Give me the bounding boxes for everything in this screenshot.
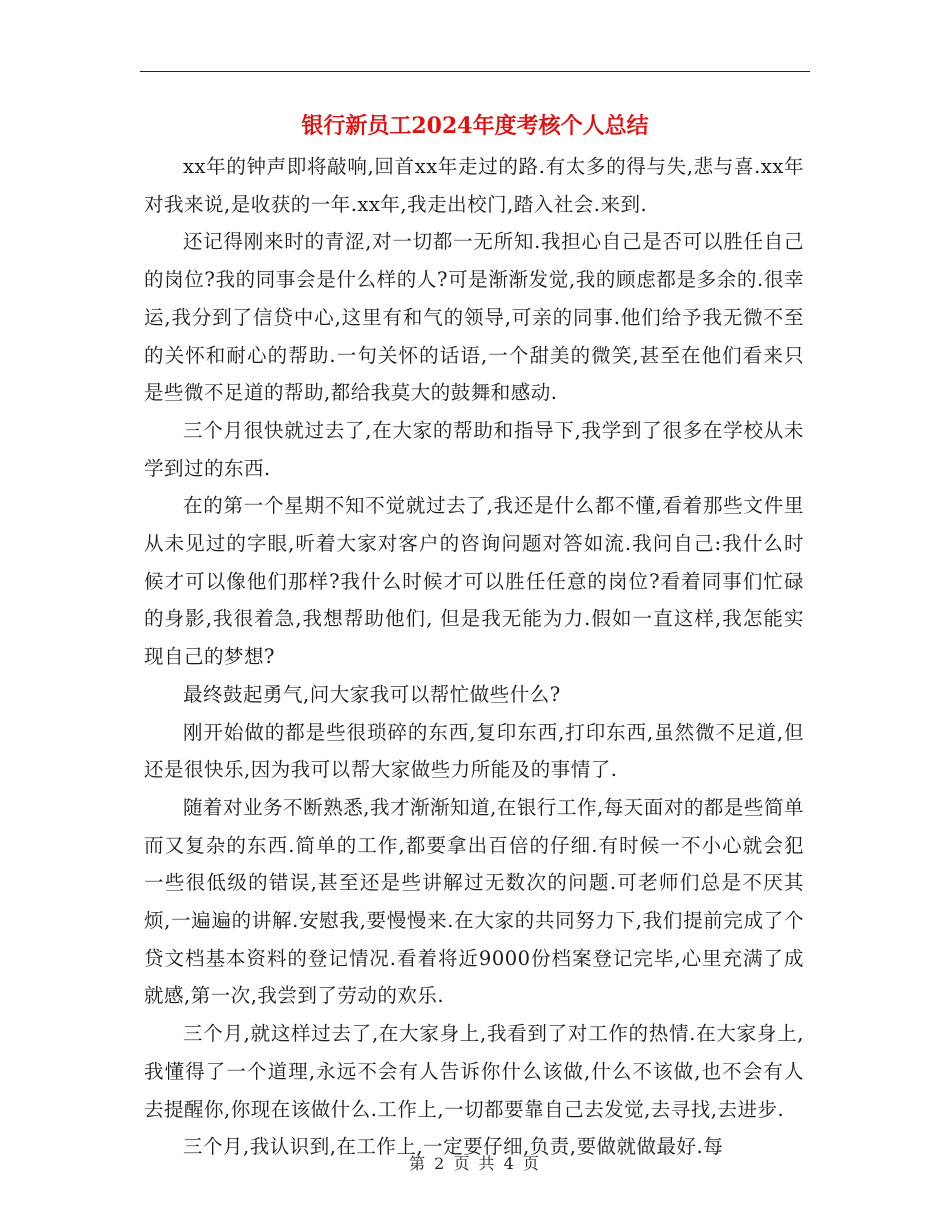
paragraph: 三个月,就这样过去了,在大家身上,我看到了对工作的热情.在大家身上,我懂得了一个道理,永远不会有人告诉你什么该做,什么不该做,也不会有人去提醒你,你现在该做什么.工作上,一切都要靠自己去发觉,去寻找,去进步. — [144, 1022, 804, 1121]
paragraph: 在的第一个星期不知不觉就过去了,我还是什么都不懂,看着那些文件里从未见过的字眼,听着大家对客户的咨询问题对答如流.我问自己:我什么时候才可以像他们那样?我什么时候才可以胜任任意的岗位?看着同事们忙碌的身影,我很着急,我想帮助他们, 但是我无能为力.假如一直这样,我怎能实现自己的梦想? — [144, 494, 804, 669]
document-body — [144, 148, 804, 1166]
paragraph: 还记得刚来时的青涩,对一切都一无所知.我担心自己是否可以胜任自己的岗位?我的同事会是什么样的人?可是渐渐发觉,我的顾虑都是多余的.很幸运,我分到了信贷中心,这里有和气的领导,可亲的同事.他们给予我无微不至的关怀和耐心的帮助.一句关怀的话语,一个甜美的微笑,甚至在他们看来只是些微不足道的帮助,都给我莫大的鼓舞和感动. — [144, 230, 804, 405]
header-rule — [140, 71, 810, 72]
paragraph: 最终鼓起勇气,问大家我可以帮忙做些什么? — [183, 682, 561, 706]
page-footer: 第 2 页 共 4 页 — [409, 1154, 541, 1173]
paragraph: 三个月,我认识到,在工作上,一定要仔细,负责,要做就做最好.每 — [183, 1135, 724, 1159]
paragraph: xx年的钟声即将敲响,回首xx年走过的路.有太多的得与失,悲与喜.xx年对我来说,是收获的一年.xx年,我走出校门,踏入社会.来到. — [144, 155, 804, 216]
paragraph: 三个月很快就过去了,在大家的帮助和指导下,我学到了很多在学校从未学到过的东西. — [144, 418, 804, 480]
paragraph: 随着对业务不断熟悉,我才渐渐知道,在银行工作,每天面对的都是些简单而又复杂的东西.简单的工作,都要拿出百倍的仔细.有时候一不小心就会犯一些很低级的错误,甚至还是些讲解过无数次的问题.可老师们总是不厌其烦,一遍遍的讲解.安慰我,要慢慢来.在大家的共同努力下,我们提前完成了个贷文档基本资料的登记情况.看着将近9000份档案登记完毕,心里充满了成就感,第一次,我尝到了劳动的欢乐. — [144, 795, 804, 1008]
document-title: 银行新员工2024年度考核个人总结 — [301, 113, 649, 139]
paragraph: 刚开始做的都是些很琐碎的东西,复印东西,打印东西,虽然微不足道,但还是很快乐,因为我可以帮大家做些力所能及的事情了. — [144, 720, 804, 782]
